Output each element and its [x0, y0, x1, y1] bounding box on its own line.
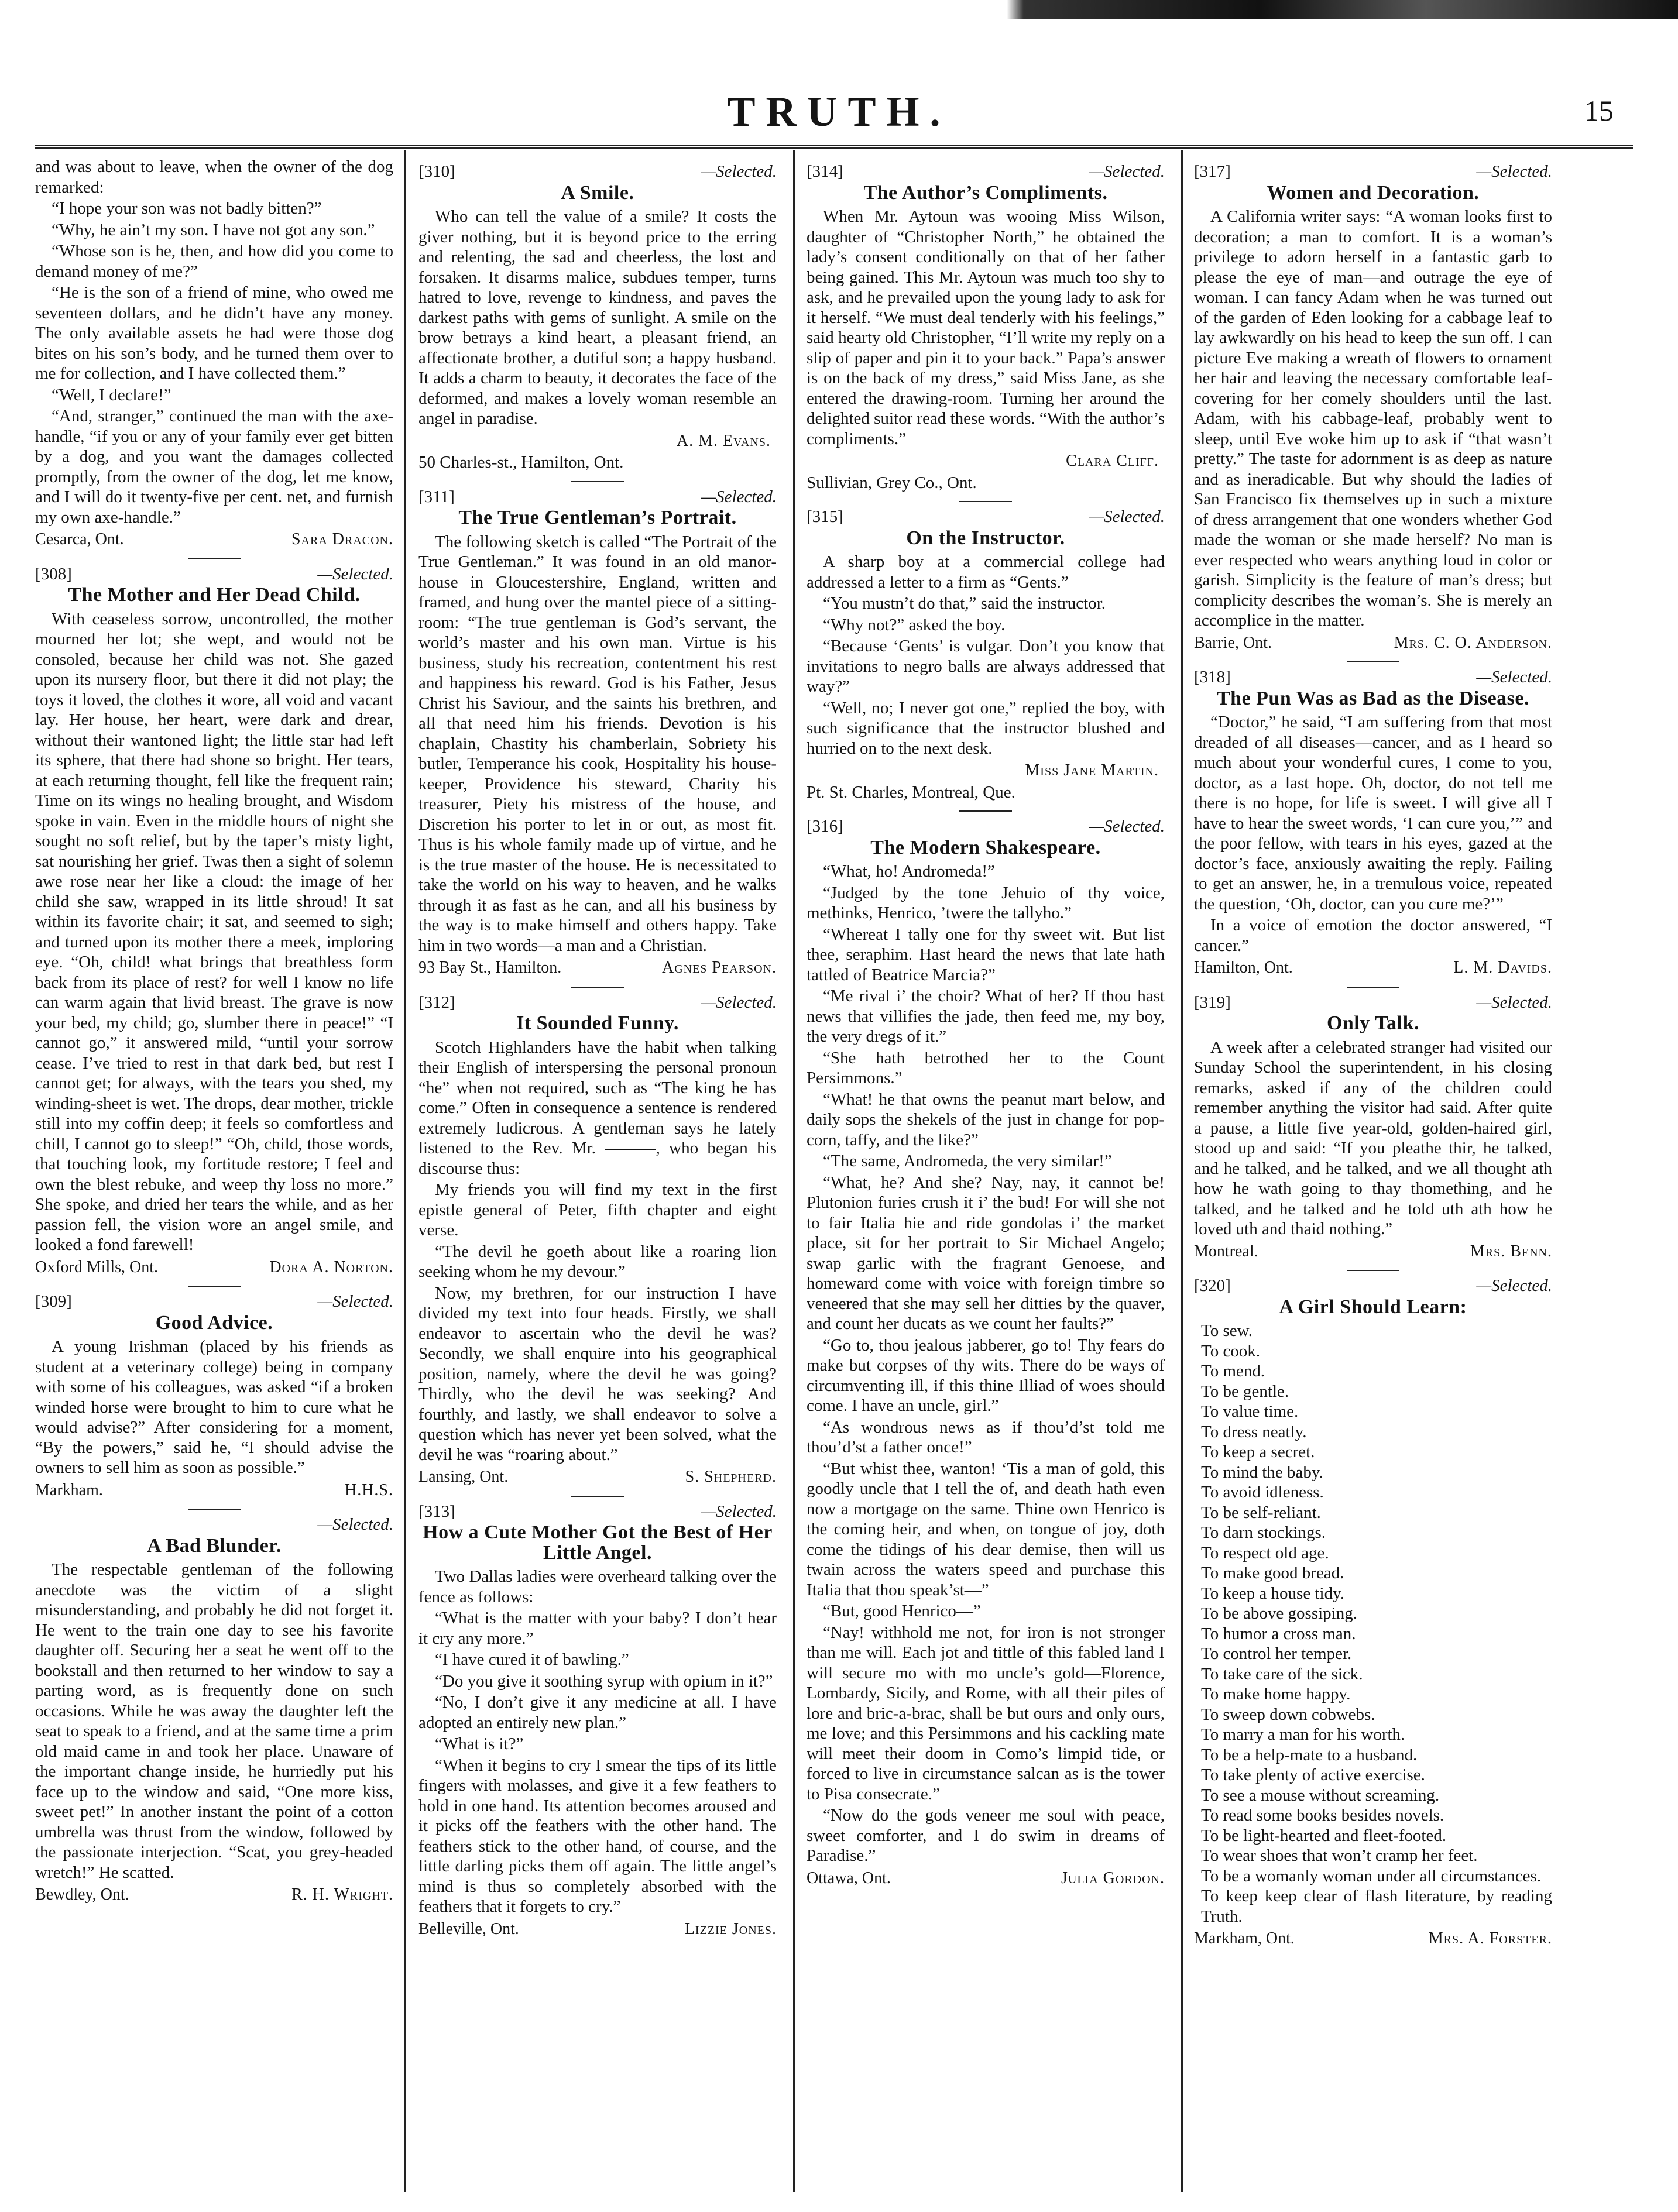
- list-item: To be gentle.: [1201, 1382, 1289, 1401]
- masthead: [35, 88, 1643, 140]
- article-body: Who can tell the value of a smile? It costs the giver nothing, but it is beyond price to the erring and relenting, the sad and cheerless, the lost and forsaken. It disarms malice, subdues temper, turns hatred to love, revenge to kindness, and paves the darkest paths with gems of sunlight. A smile on the brow betrays a kind heart, a pleasant friend, an affectionate brother, a dutiful son; a happy husband. It adds a charm to beauty, it decorates the face of the deformed, and makes a lovely woman resemble an angel in paradise.: [418, 207, 777, 428]
- article-body: The respectable gentleman of the following anecdote was the victim of a slight misunderstanding, and probably he did not forget it. He went to the train one day to see his favorite daughter off. Securing her a seat he went off to the bookstall and then returned to her window to say a parting word, as is frequently done on such occasions. While he was away the daughter left the seat to speak to a friend, and at the same time a prim old maid came in and took her place. Unaware of the important change inside, he hurriedly put his face up to the window and said, “One more kiss, sweet pet!” In another instant the point of a cotton umbrella was thrust from the window, followed by the passionate interjection. “Scat, you grey-headed wretch!” He scatted.: [35, 1560, 393, 1882]
- article-title: The Pun Was as Bad as the Disease.: [1216, 687, 1530, 709]
- column-3: [807, 157, 1165, 2187]
- paragraph: In a voice of emotion the doctor answered, “I cancer.”: [1194, 916, 1552, 955]
- signature: [35, 1258, 393, 1278]
- selected-label: —Selected.: [317, 1292, 393, 1311]
- selected-label: —Selected.: [317, 1515, 393, 1534]
- signature-name: S. Shepherd.: [685, 1468, 777, 1486]
- selected-label: —Selected.: [1476, 1276, 1552, 1295]
- list-item: To avoid idleness.: [1201, 1483, 1324, 1502]
- paragraph: “Now do the gods veneer me soul with peace, sweet comforter, and I do swim in dreams of Paradise.”: [807, 1806, 1165, 1865]
- list-item: To be self-reliant.: [1201, 1503, 1321, 1522]
- list-item: To mend.: [1201, 1362, 1265, 1380]
- list-item: To respect old age.: [1201, 1543, 1329, 1562]
- paragraph: “No, I don’t give it any medicine at all. I have adopted an entirely new plan.”: [418, 1693, 777, 1732]
- signature-place: Markham.: [35, 1481, 103, 1499]
- signature-name: Mrs. Benn.: [1470, 1242, 1552, 1260]
- separator-rule: [571, 987, 624, 988]
- selected-label: —Selected.: [701, 487, 777, 506]
- column-1: [35, 157, 393, 2187]
- list-item: To value time.: [1201, 1402, 1299, 1421]
- signature-name: Mrs. C. O. Anderson.: [1394, 633, 1552, 652]
- column-divider: [793, 150, 795, 2192]
- list-item: To take plenty of active exercise.: [1201, 1766, 1425, 1784]
- selected-label: —Selected.: [701, 1502, 777, 1521]
- signature-place: Markham, Ont.: [1194, 1929, 1295, 1947]
- list-item: To be a womanly woman under all circumstances.: [1201, 1866, 1542, 1885]
- item-header: [35, 564, 393, 585]
- selected-label: —Selected.: [1089, 162, 1165, 181]
- signature-name: Julia Gordon.: [1061, 1868, 1165, 1887]
- paragraph: A sharp boy at a commercial college had addressed a letter to a firm as “Gents.”: [807, 552, 1165, 592]
- paragraph: “When it begins to cry I smear the tips of its little fingers with molasses, and give it a few feathers to hold in one hand. Its attention becomes aroused and it picks off the feathers with the other hand. The feathers stick to the other hand, of course, and the little darling picks them off again. The little angel’s mind is thus so completely absorbed with the feathers that it forgets to cry.”: [418, 1756, 777, 1916]
- item-number: [317]: [1194, 162, 1231, 181]
- signature-name: A. M. Evans.: [676, 431, 771, 450]
- selected-label: —Selected.: [1476, 992, 1552, 1012]
- paragraph: “Well, I declare!”: [52, 385, 171, 404]
- article-title: A Bad Blunder.: [147, 1534, 282, 1557]
- paragraph: “I have cured it of bawling.”: [435, 1650, 629, 1669]
- selected-label: —Selected.: [1476, 668, 1552, 686]
- signature-name: Miss Jane Martin.: [1025, 761, 1159, 779]
- paragraph: “As wondrous news as if thou’d’st told me thou’d’st a father once!”: [807, 1417, 1165, 1457]
- separator-rule: [571, 481, 624, 482]
- paragraph: “But, good Henrico—”: [823, 1602, 981, 1620]
- signature: [418, 1467, 777, 1488]
- paragraph: “And, stranger,” continued the man with the axe-handle, “if you or any of your family ever get bitten by a dog, and you want the damages collected promptly, from the owner of the dog, let me know, and I will do it twenty-five per cent. net, and furnish my own axe-handle.”: [35, 407, 393, 527]
- separator-rule: [571, 1496, 624, 1497]
- column-divider: [1181, 150, 1183, 2192]
- list-item: To keep a secret.: [1201, 1442, 1315, 1461]
- column-4: [1194, 157, 1552, 2187]
- paragraph: “What is the matter with your baby? I don’t hear it cry any more.”: [418, 1609, 777, 1648]
- article-title: Women and Decoration.: [1267, 181, 1480, 204]
- separator-rule: [188, 1286, 241, 1287]
- article-title: A Girl Should Learn:: [1279, 1296, 1467, 1318]
- paragraph: “What! he that owns the peanut mart below, and daily sops the shekels of the just in change for pop-corn, taffy, and the like?”: [807, 1090, 1165, 1149]
- article-body: A week after a celebrated stranger had visited our Sunday School the superintendent, in his closing remarks, asked if any of the children could remember anything the visitor had said. After quite a pause, a little five year-old, golden-haired girl, stood up and said: “If you pleathe thir, he talked, and he talked, and he talked, and we all thought ath how he wath going to thay thomething, and he talked, and he talked and he told uth ath how he loved uth and thaid nothing.”: [1194, 1038, 1552, 1238]
- separator-rule: [188, 558, 241, 559]
- paragraph: “The devil he goeth about like a roaring lion seeking whom he my devour.”: [418, 1242, 777, 1281]
- signature: [35, 1885, 393, 1905]
- item-number: [315]: [807, 507, 843, 526]
- paragraph: “What, ho! Andromeda!”: [823, 862, 995, 881]
- selected-label: —Selected.: [701, 992, 777, 1012]
- masthead-rule: [35, 145, 1633, 149]
- selected-label: —Selected.: [1476, 162, 1552, 181]
- paragraph: “Whose son is he, then, and how did you come to demand money of me?”: [35, 242, 393, 281]
- signature-name: Mrs. A. Forster.: [1428, 1929, 1552, 1947]
- signature-place: Oxford Mills, Ont.: [35, 1258, 158, 1276]
- paragraph: “You mustn’t do that,” said the instructor.: [823, 594, 1106, 613]
- selected-label: —Selected.: [701, 162, 777, 181]
- signature-name: Clara Cliff.: [1066, 452, 1159, 470]
- item-header: [35, 1514, 393, 1535]
- selected-label: —Selected.: [1089, 817, 1165, 836]
- article-body: “Doctor,” he said, “I am suffering from that most dreaded of all diseases—cancer, and as I heard so much about your wonderful cures, I come to you, doctor, as a last hope. Oh, doctor, do not tell me there is no hope, for life is sweet. I will give all I have to hear the sweet words, ‘I can cure you,’” and the poor fellow, with tears in his eyes, gazed at the doctor’s face, anxiously awaiting the reply. Failing to get an answer, he, in a tremulous voice, repeated the question, ‘Oh, doctor, can you cure me?’”: [1194, 713, 1552, 913]
- paragraph: “I hope your son was not badly bitten?”: [52, 199, 322, 218]
- signature: [35, 530, 393, 550]
- signature-place: Barrie, Ont.: [1194, 633, 1272, 652]
- item-number: [312]: [418, 992, 455, 1012]
- article-title: The Author’s Compliments.: [863, 181, 1108, 204]
- paragraph: Now, my brethren, for our instruction I have divided my text into four heads. Firstly, we shall endeavor to ascertain who the devil he was? Secondly, we shall enquire into his geographical position, namely, where the devil he was going? Thirdly, who the devil he was seeking? And fourthly, and lastly, we shall endeavor to solve a question which has never yet been solved, what the devil he was “roaring about.”: [418, 1283, 777, 1464]
- paragraph: “Go to, thou jealous jabberer, go to! Thy fears do make but corpses of thy wits. There do be ways of circumventing ill, if this thine Illiad of woes should come. I have an uncle, girl.”: [807, 1335, 1165, 1415]
- item-number: [308]: [35, 564, 72, 583]
- signature: [1194, 1242, 1552, 1262]
- signature: [807, 1868, 1165, 1889]
- item-number: [313]: [418, 1502, 455, 1521]
- article-body: With ceaseless sorrow, uncontrolled, the mother mourned her lot; she wept, and would not be consoled, because her child was not. She gazed upon its nursery floor, but there it did not play; the toys it loved, the clothes it wore, all void and vacant lay. Her house, her heart, were dark and drear, without their wantoned light; the little star had left its sphere, that there had shone so bright. Her tears, at each returning thought, fell like the frequent rain; Time on its wings no healing brought, and Wisdom spoke in vain. Even in the middle hours of night she sought no soft relief, but by the taper’s misty light, sat nourishing her grief. Twas then a sight of solemn awe rose near her like a cloud: the image of her child she saw, wrapped in its little shroud! It sat within its favorite chair; it sat, and seemed to sigh; and turned upon its mother there a meek, imploring eye. “Oh, child! what brings that breathless form back from its place of rest? for well I know no life can warm again that livid breast. The grave is now your bed, my child; go, slumber there in peace!” “I cannot go,” it answered mild, “until your sorrow cease. I’ve tried to rest in that dark bed, but rest I cannot get; for always, with the tears you shed, my winding-sheet is wet. The drops, dear mother, trickle still into my coffin deep; it feels so comfortless and chill, I cannot go to sleep!” “Oh, child, those words, that touching look, my fortitude restore; I feel and own the blest rebuke, and weep thy loss no more.” She spoke, and dried her tears the while, and as her passion fell, the vision wore an angel smile, and looked a fond farewell!: [35, 609, 393, 1254]
- separator-rule: [1347, 1270, 1399, 1271]
- item-number: [320]: [1194, 1276, 1231, 1295]
- list-item: To cook.: [1201, 1341, 1261, 1361]
- signature-name: L. M. Davids.: [1453, 959, 1552, 977]
- article-body: The following sketch is called “The Portrait of the True Gentleman.” It was found in an old manor-house in Gloucestershire, England, written and framed, and hung over the mantel piece of a sitting-room: “The true gentleman is God’s servant, the world’s master and his own man. Virtue is his business, study his recreation, contentment his rest and happiness his reward. God is his Father, Jesus Christ his Saviour, and the saints his brethren, and all that need him his friends. Devotion is his chaplain, Chastity his chamberlain, Sobriety his butler, Temperance his cook, Hospitality his house-keeper, Providence his steward, Charity his treasurer, Piety his mistress of the house, and Discretion his porter to let in or out, as most fit. Thus is his whole family made up of virtue, and he is the true master of the house. He is necessitated to take the world on his way to heaven, and he walks through it as fast as he can, and all his business by the way is to make himself and others happy. Take him in two words—a man and a Christian.: [418, 532, 777, 955]
- article-title: The True Gentleman’s Portrait.: [458, 507, 737, 528]
- article-title: The Modern Shakespeare.: [870, 836, 1101, 858]
- paragraph: “Well, no; I never got one,” replied the boy, with such significance that the instructor blushed and hurried on to the next desk.: [807, 698, 1165, 758]
- article-continuation: and was about to leave, when the owner of the dog remarked:: [35, 157, 393, 197]
- item-header: [1194, 667, 1552, 688]
- list-item: To keep a house tidy.: [1201, 1584, 1344, 1603]
- signature-place: Pt. St. Charles, Montreal, Que.: [807, 782, 1015, 802]
- signature-place: Montreal.: [1194, 1242, 1258, 1260]
- item-number: [309]: [35, 1292, 72, 1311]
- item-number: [318]: [1194, 668, 1231, 686]
- item-number: [314]: [807, 162, 843, 181]
- signature: [35, 1481, 393, 1501]
- item-header: [1194, 162, 1552, 182]
- paragraph: “The same, Andromeda, the very similar!”: [823, 1152, 1112, 1170]
- signature: [1194, 1929, 1552, 1949]
- signature: [418, 958, 777, 978]
- column-2: [418, 157, 777, 2187]
- signature-name: Agnes Pearson.: [661, 959, 777, 977]
- signature-name: Dora A. Norton.: [269, 1258, 393, 1276]
- separator-rule: [959, 501, 1012, 502]
- column-divider: [404, 150, 406, 2192]
- learn-list: [1194, 1321, 1552, 1926]
- article-body: A California writer says: “A woman looks first to decoration; a man to comfort. It is a woman’s privilege to adorn herself in a fantastic garb to please the eye of man—and outrage the eye of woman. I can fancy Adam when he was turned out of the garden of Eden looking for a cabbage leaf to lay awkwardly on his head to keep the sun off. I can picture Eve making a wreath of flowers to ornament her hair and leaving the necessary comfortable leaf-covering for her comely shoulders until the last. Adam, with his cabbage-leaf, probably went to sleep, until Eve woke him up to ask if “that wasn’t pretty.” The taste for adornment is as deep as nature and as ineradicable. But why should the ladies of San Francisco fix themselves up in such a mixture of dress arrangement that one wonders whether God made the woman or she made herself? No man is ever respected who wears anything loud in color or garish. Simplicity is the feature of man’s dress; but complicity describes the woman’s. She is merely an accomplice in the matter.: [1194, 207, 1552, 630]
- list-item: To dress neatly.: [1201, 1422, 1307, 1441]
- item-header: [418, 487, 777, 507]
- article-body: When Mr. Aytoun was wooing Miss Wilson, daughter of “Christopher North,” he obtained the lady’s consent conditionally on that of her father being gained. This Mr. Aytoun was much too shy to ask, and he prevailed upon the young lady to ask for it herself. “We must deal tenderly with his feelings,” said hearty old Christopher, “I’ll write my reply on a slip of paper and pin it to your back.” Papa’s answer is on the back of my dress,” said Miss Jane, as she entered the drawing-room. Turning her around the delighted suitor read these words. “With the author’s compliments.”: [807, 207, 1165, 448]
- signature-place: 50 Charles-st., Hamilton, Ont.: [418, 453, 624, 472]
- article-title: A Smile.: [561, 181, 634, 204]
- signature-name: Lizzie Jones.: [684, 1919, 777, 1938]
- signature-place: Sullivian, Grey Co., Ont.: [807, 473, 977, 492]
- item-number: [316]: [807, 817, 843, 836]
- item-number: [319]: [1194, 992, 1231, 1012]
- item-header: [418, 1502, 777, 1522]
- list-item: To take care of the sick.: [1201, 1664, 1363, 1684]
- article-title: On the Instructor.: [906, 527, 1065, 549]
- list-item: To keep keep clear of flash literature, by reading Truth.: [1201, 1887, 1552, 1926]
- item-header: [1194, 1276, 1552, 1296]
- paragraph: “Do you give it soothing syrup with opium in it?”: [435, 1671, 773, 1691]
- article-title: Good Advice.: [155, 1311, 273, 1334]
- signature-name: Sara Dracon.: [291, 530, 393, 548]
- list-item: To wear shoes that won’t cramp her feet.: [1201, 1846, 1478, 1865]
- list-item: To mind the baby.: [1201, 1462, 1323, 1482]
- signature-name: R. H. Wright.: [291, 1885, 393, 1904]
- article-body: Two Dallas ladies were overheard talking over the fence as follows:: [418, 1567, 777, 1606]
- paragraph: “Whereat I tally one for thy sweet wit. But list thee, seraphim. Hast heard the news that late hath tattled of Beatrice Marcia?”: [807, 925, 1165, 984]
- separator-rule: [188, 1509, 241, 1510]
- separator-rule: [959, 810, 1012, 812]
- paragraph: “Judged by the tone Jehuio of thy voice, methinks, Henrico, ’twere the tallyho.”: [807, 883, 1165, 922]
- item-header: [807, 816, 1165, 837]
- article-title: It Sounded Funny.: [516, 1012, 679, 1034]
- list-item: To make good bread.: [1201, 1564, 1344, 1582]
- list-item: To see a mouse without screaming.: [1201, 1785, 1440, 1805]
- item-header: [1194, 992, 1552, 1013]
- selected-label: —Selected.: [317, 564, 393, 583]
- paragraph: “Why not?” asked the boy.: [823, 615, 1006, 634]
- list-item: To control her temper.: [1201, 1644, 1352, 1663]
- article-title: How a Cute Mother Got the Best of Her Little Angel.: [423, 1521, 773, 1564]
- article-title: Only Talk.: [1326, 1012, 1420, 1034]
- list-item: To make home happy.: [1201, 1685, 1351, 1703]
- list-item: To sweep down cobwebs.: [1201, 1705, 1375, 1724]
- selected-label: —Selected.: [1089, 507, 1165, 526]
- paragraph: “Why, he ain’t my son. I have not got any son.”: [52, 220, 375, 239]
- signature: [1194, 958, 1552, 978]
- item-header: [807, 162, 1165, 182]
- list-item: To be a help-mate to a husband.: [1201, 1745, 1418, 1764]
- signature-place: Lansing, Ont.: [418, 1468, 509, 1486]
- signature-place: Ottawa, Ont.: [807, 1868, 891, 1887]
- paragraph: My friends you will find my text in the first epistle general of Peter, fifth chapter and eight verse.: [418, 1180, 777, 1239]
- article-title: The Mother and Her Dead Child.: [68, 584, 361, 606]
- paragraph: “Me rival i’ the choir? What of her? If thou hast news that villifies the jade, then feed me, my boy, the very dregs of it.”: [807, 987, 1165, 1046]
- signature: [418, 1919, 777, 1940]
- paragraph: “But whist thee, wanton! ‘Tis a man of gold, this goodly uncle that I tell the of, and death hath even now a mortgage on the same. Thine own Henrico is the coming heir, and when, on tongue of joy, doth come the tidings of his dear demise, then will us twain across the waters speed and purchase this Italia that thou speak’st—”: [807, 1459, 1165, 1599]
- signature-place: Bewdley, Ont.: [35, 1885, 129, 1904]
- item-header: [418, 992, 777, 1013]
- signature-place: Hamilton, Ont.: [1194, 959, 1293, 977]
- paragraph: “Because ‘Gents’ is vulgar. Don’t you know that invitations to negro balls are always addressed that way?”: [807, 637, 1165, 696]
- list-item: To be light-hearted and fleet-footed.: [1201, 1826, 1447, 1845]
- item-header: [35, 1292, 393, 1312]
- signature-name: H.H.S.: [344, 1481, 393, 1499]
- article-body: Scotch Highlanders have the habit when talking their English of interspersing the personal pronoun “he” when not required, such as “The king he has come.” Often in consequence a sentence is rendered extremely ludicrous. A gentleman says he lately listened to the Rev. Mr. ———, who began his discourse thus:: [418, 1038, 777, 1178]
- paragraph: “Nay! withhold me not, for iron is not stronger than me will. Each jot and tittle of this fabled land I will secure mo with mo uncle’s gold—Florence, Lombardy, Sicily, and Rome, with all their piles of lore and bric-a-brac, shall be but ours and only ours, me love; and this Persimmons and his cackling mate will meet their doom in Como’s limpid tide, or forced to live in circumstance salcan as is the tower to Pisa consecrate.”: [807, 1623, 1165, 1804]
- list-item: To sew.: [1201, 1321, 1253, 1340]
- newspaper-title: TRUTH.: [727, 88, 951, 135]
- separator-rule: [1347, 661, 1399, 662]
- paragraph: “She hath betrothed her to the Count Persimmons.”: [807, 1048, 1165, 1087]
- list-item: To be above gossiping.: [1201, 1604, 1357, 1623]
- item-number: [311]: [418, 487, 455, 506]
- list-item: To humor a cross man.: [1201, 1624, 1356, 1643]
- separator-rule: [1347, 987, 1399, 988]
- list-item: To read some books besides novels.: [1201, 1806, 1444, 1825]
- scan-top-edge: [0, 0, 1678, 19]
- paragraph: “What is it?”: [435, 1734, 524, 1753]
- signature-place: Belleville, Ont.: [418, 1919, 519, 1938]
- signature-place: 93 Bay St., Hamilton.: [418, 959, 562, 977]
- item-header: [418, 162, 777, 182]
- signature: [1194, 633, 1552, 654]
- page-number: 15: [1584, 94, 1614, 127]
- item-header: [807, 507, 1165, 527]
- paragraph: “What, he? And she? Nay, nay, it cannot be! Plutonion furies crush it i’ the bud! For will she not to fair Italia hie and ride gondolas i’ the market place, sit for her portrait to Sir Michael Angelo; swap garlic with the fragrant Genoese, and homeward come with voice with foreign timbre so veneered that she may sell her ditties by the quaver, and count her ducats as we count her faults?”: [807, 1173, 1165, 1333]
- paragraph: “He is the son of a friend of mine, who owed me seventeen dollars, and he didn’t have any money. The only available assets he had were those dog bites on his son’s body, and he turned them over to me for collection, and I have collected them.”: [35, 283, 393, 383]
- signature-place: Cesarca, Ont.: [35, 530, 124, 548]
- article-body: A young Irishman (placed by his friends as student at a veterinary college) being in company with some of his colleagues, was asked “if a broken winded horse were brought to him to cure what he would advise?” After considering for a moment, “By the powers,” said he, “I should advise the owners to sell him as soon as possible.”: [35, 1337, 393, 1477]
- list-item: To darn stockings.: [1201, 1523, 1326, 1542]
- list-item: To marry a man for his worth.: [1201, 1725, 1405, 1744]
- item-number: [310]: [418, 162, 455, 181]
